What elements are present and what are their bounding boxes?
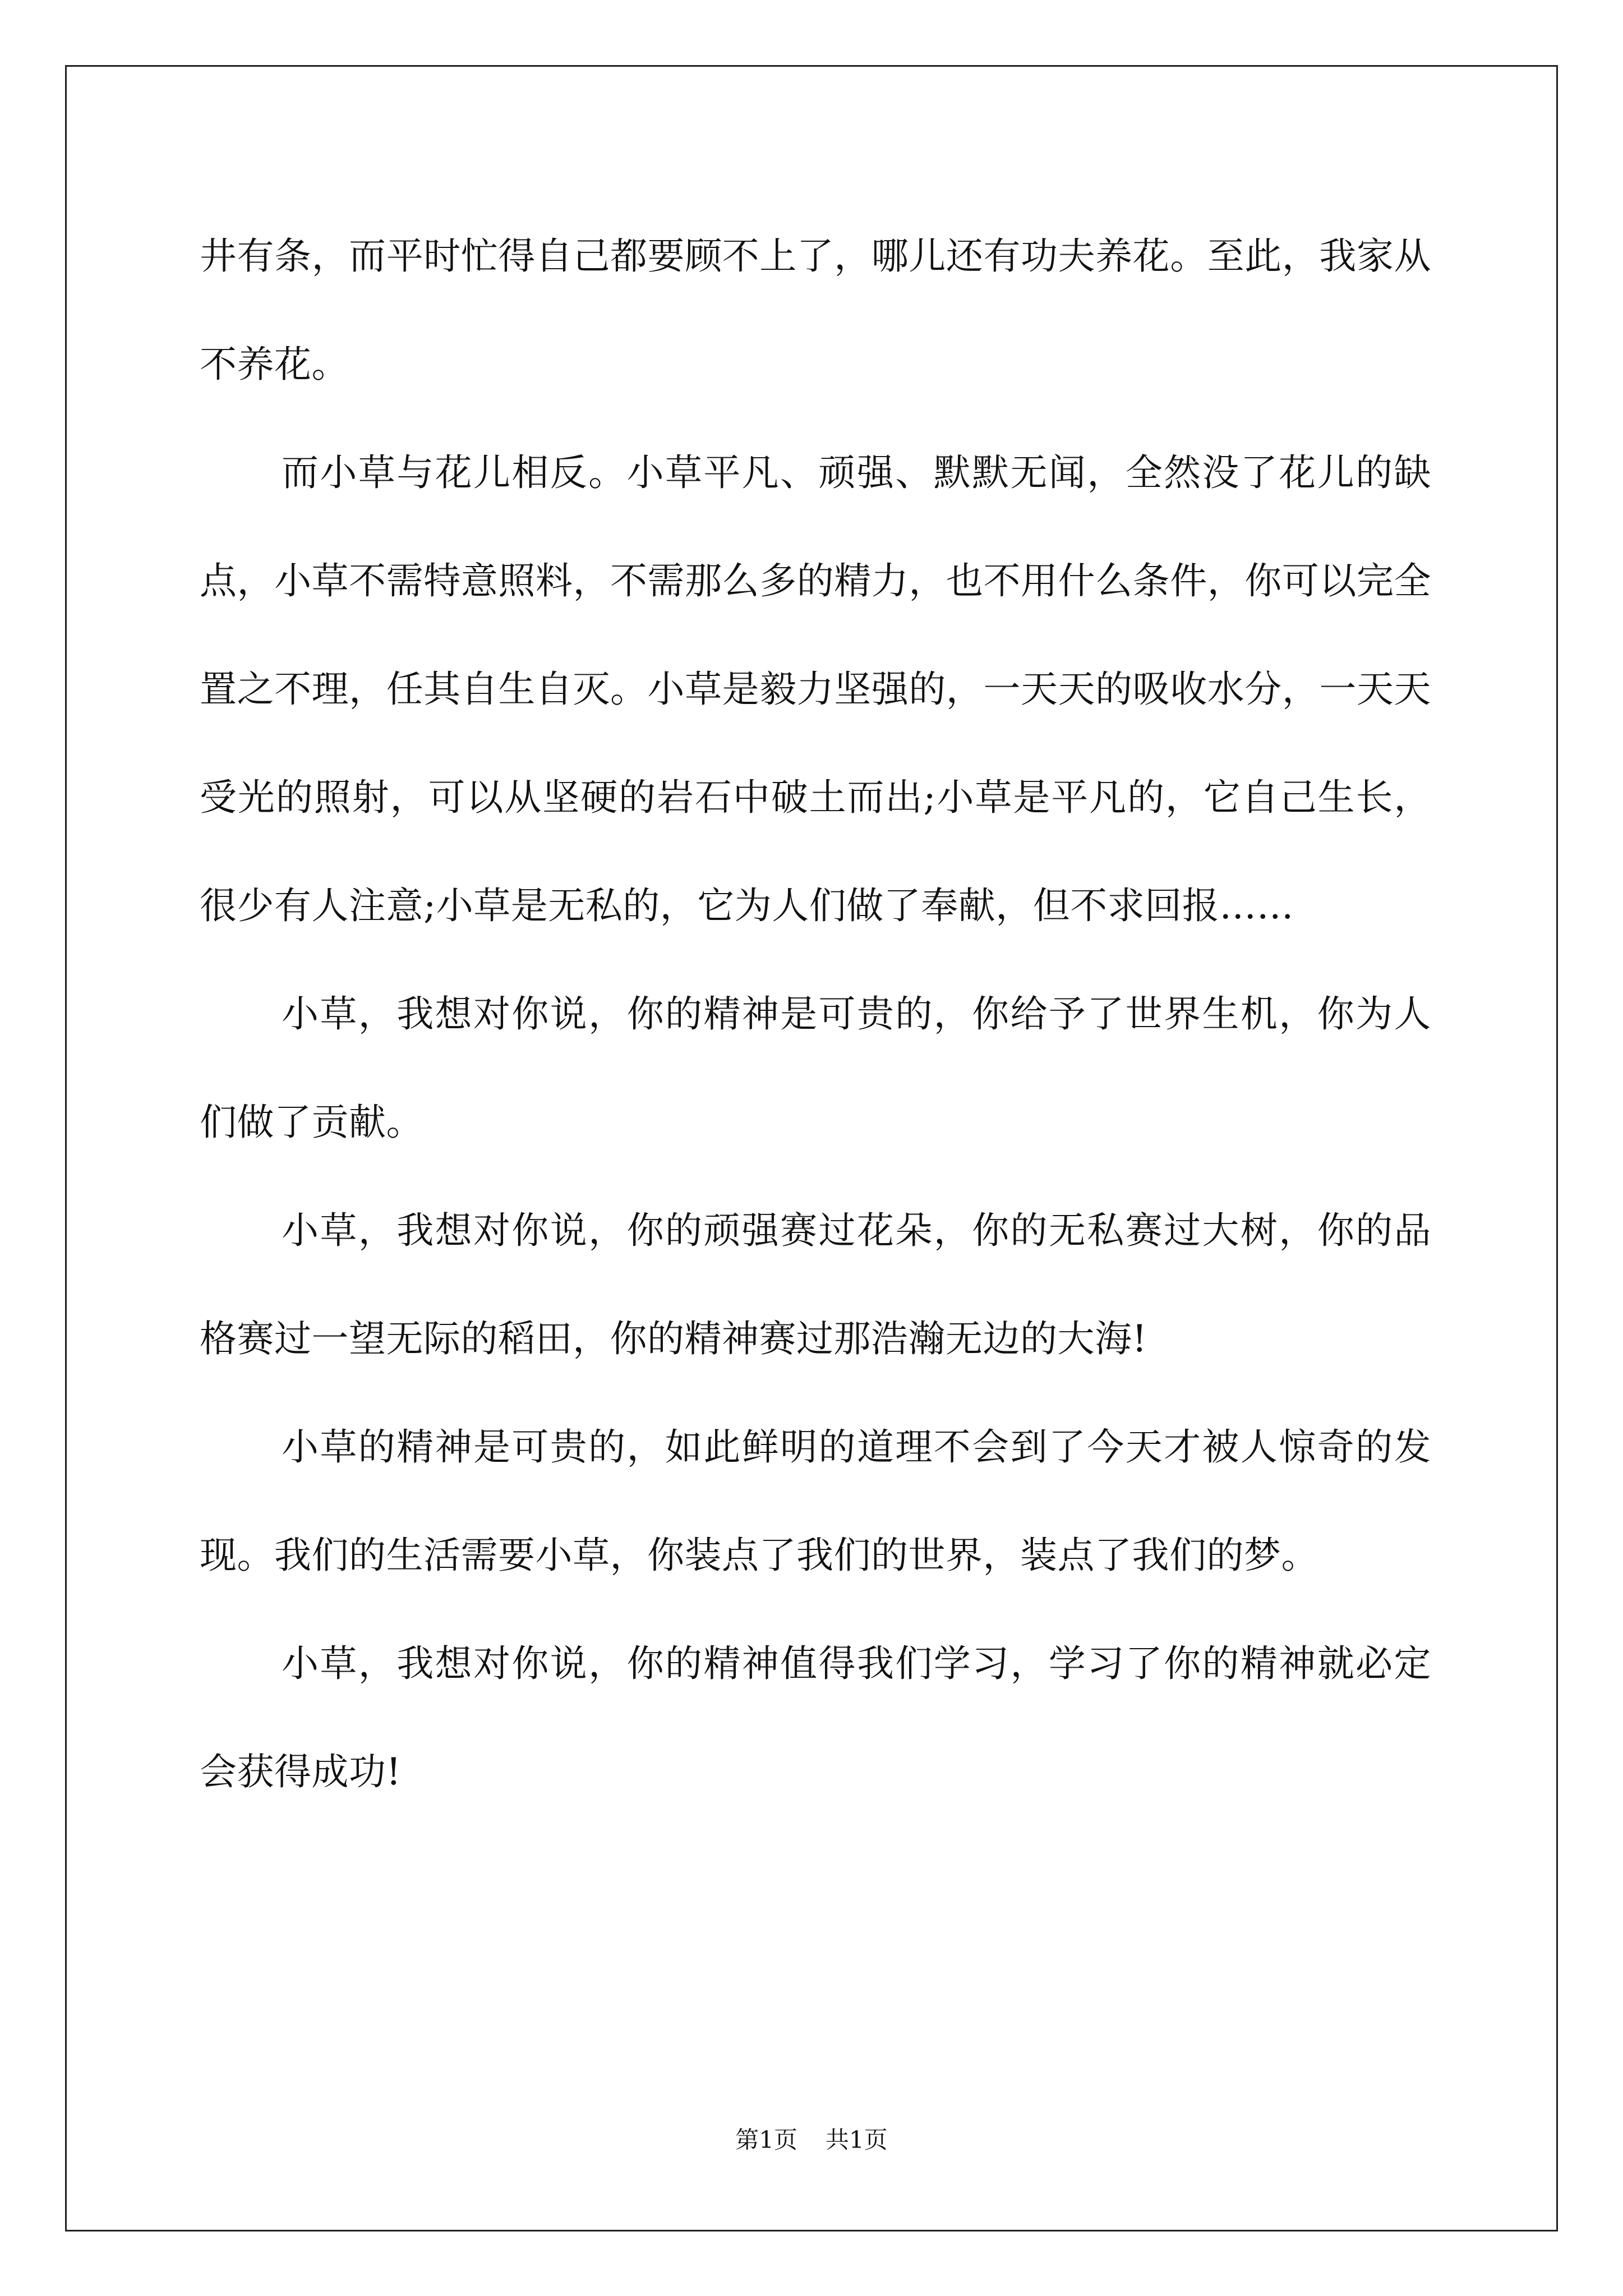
paragraph-1: 井有条，而平时忙得自己都要顾不上了，哪儿还有功夫养花。至此，我家从不养花。 bbox=[200, 234, 1431, 386]
document-body bbox=[200, 202, 1431, 1826]
paragraph-3: 小草，我想对你说，你的精神是可贵的，你给予了世界生机，你为人们做了贡献。 bbox=[200, 992, 1431, 1144]
paragraph-2: 而小草与花儿相反。小草平凡、顽强、默默无闻，全然没了花儿的缺点，小草不需特意照料，不需那么多的精力，也不用什么条件，你可以完全置之不理，任其自生自灭。小草是毅力坚强的，一天天的吸收水分，一天天受光的照射，可以从坚硬的岩石中破土而出;小草是平凡的，它自己生长，很少有人注意;小草是无私的，它为人们做了奉献，但不求回报…… bbox=[200, 451, 1431, 927]
paragraph-5: 小草的精神是可贵的，如此鲜明的道理不会到了今天才被人惊奇的发现。我们的生活需要小草，你装点了我们的世界，装点了我们的梦。 bbox=[200, 1425, 1431, 1577]
paragraph-4: 小草，我想对你说，你的顽强赛过花朵，你的无私赛过大树，你的品格赛过一望无际的稻田，你的精神赛过那浩瀚无边的大海! bbox=[200, 1209, 1431, 1360]
page-footer bbox=[0, 2122, 1623, 2155]
paragraph-6: 小草，我想对你说，你的精神值得我们学习，学习了你的精神就必定会获得成功! bbox=[200, 1642, 1431, 1793]
page-number: 第1页 bbox=[735, 2126, 797, 2154]
page-total: 共1页 bbox=[826, 2126, 888, 2154]
